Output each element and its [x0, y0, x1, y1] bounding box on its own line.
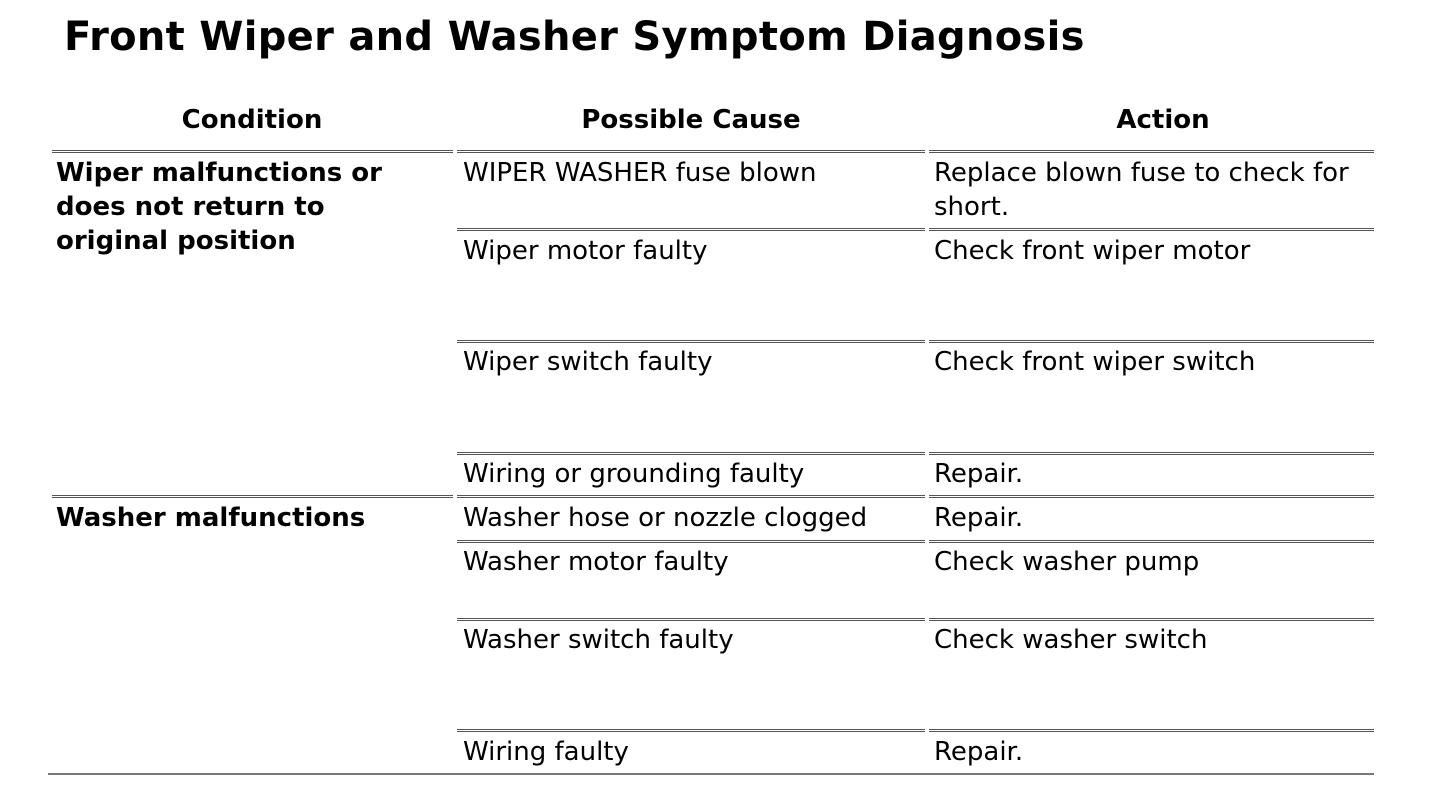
- row-divider: [929, 729, 1374, 732]
- group-divider: [929, 495, 1374, 498]
- header-possible-cause: Possible Cause: [581, 105, 801, 135]
- row-divider: [457, 618, 925, 621]
- row-divider: [929, 540, 1374, 543]
- condition-line: Washer malfunctions: [56, 503, 366, 533]
- header-divider: [457, 150, 925, 153]
- action-cell: [934, 501, 1374, 535]
- cause-cell: Washer motor faulty: [463, 547, 729, 577]
- action-cell: [934, 623, 1374, 657]
- cause-cell: Washer switch faulty: [463, 625, 734, 655]
- action-line: Check washer pump: [934, 547, 1200, 577]
- action-line: Check washer switch: [934, 625, 1208, 655]
- action-cell: [934, 735, 1374, 769]
- action-line: Repair.: [934, 459, 1024, 489]
- condition-wiper: [56, 156, 452, 258]
- cause-cell: WIPER WASHER fuse blown: [463, 158, 817, 188]
- header-divider: [52, 150, 453, 153]
- row-divider: [929, 340, 1374, 343]
- row-divider: [457, 540, 925, 543]
- row-divider: [929, 618, 1374, 621]
- condition-line: Wiper malfunctions or: [56, 158, 382, 188]
- table-bottom-border: [48, 773, 1374, 775]
- row-divider: [457, 452, 925, 455]
- cause-cell: Wiper motor faulty: [463, 236, 708, 266]
- page-title: Front Wiper and Washer Symptom Diagnosis: [64, 14, 1085, 60]
- header-condition: Condition: [181, 105, 323, 135]
- row-divider: [457, 729, 925, 732]
- condition-line: original position: [56, 226, 296, 256]
- row-divider: [929, 228, 1374, 231]
- action-line: Check front wiper switch: [934, 347, 1256, 377]
- row-divider: [457, 228, 925, 231]
- header-action: Action: [1116, 105, 1210, 135]
- action-line: Replace blown fuse to check for: [934, 158, 1349, 188]
- action-cell: [934, 345, 1374, 379]
- cause-cell: Wiring or grounding faulty: [463, 459, 805, 489]
- action-line: Repair.: [934, 503, 1024, 533]
- cause-cell: Wiring faulty: [463, 737, 629, 767]
- action-line: Repair.: [934, 737, 1024, 767]
- cause-cell: Wiper switch faulty: [463, 347, 713, 377]
- action-cell: [934, 457, 1374, 491]
- row-divider: [457, 340, 925, 343]
- cause-cell: Washer hose or nozzle clogged: [463, 503, 868, 533]
- action-line: short.: [934, 192, 1010, 222]
- condition-line: does not return to: [56, 192, 325, 222]
- row-divider: [929, 452, 1374, 455]
- header-divider: [929, 150, 1374, 153]
- action-cell: [934, 156, 1374, 224]
- action-cell: [934, 545, 1374, 579]
- group-divider: [52, 495, 453, 498]
- group-divider: [457, 495, 925, 498]
- condition-washer: [56, 501, 452, 535]
- action-cell: [934, 234, 1374, 268]
- action-line: Check front wiper motor: [934, 236, 1251, 266]
